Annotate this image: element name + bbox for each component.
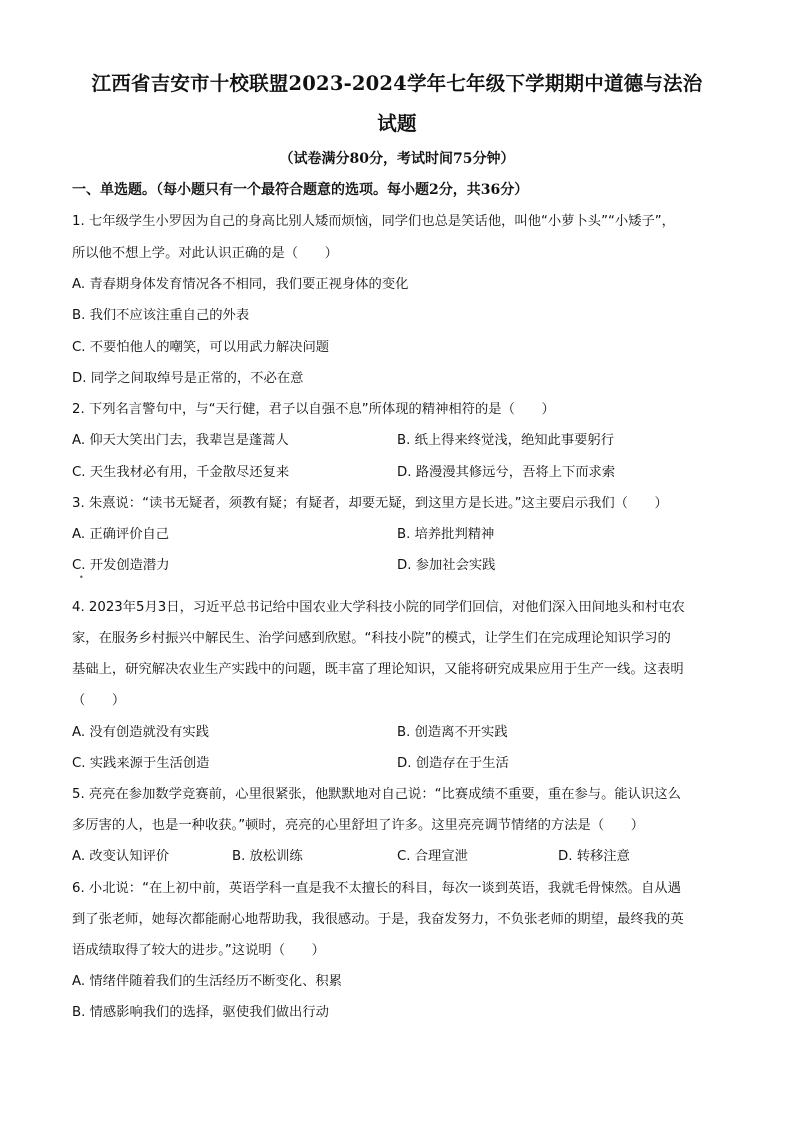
q4-stem-line1: 4. 2023年5月3日，习近平总书记给中国农业大学科技小院的同学们回信，对他们深入田间地头和村屯农: [72, 600, 685, 615]
exam-title-line1: 江西省吉安市十校联盟2023-2024学年七年级下学期期中道德与法治: [91, 72, 703, 95]
q4-option-b: B. 创造离不开实践: [397, 725, 508, 740]
q5-option-b: B. 放松训练: [232, 849, 303, 864]
q3-option-c: C. 开发创造潜力: [72, 558, 170, 573]
q1-option-a: A. 青春期身体发育情况各不相同，我们要正视身体的变化: [72, 277, 409, 292]
q4-option-c: C. 实践来源于生活创造: [72, 756, 210, 771]
q1-stem-line2: 所以他不想上学。对此认识正确的是（ ）: [72, 246, 338, 261]
q6-stem-line1: 6. 小北说：“在上初中前，英语学科一直是我不太擅长的科目，每次一谈到英语，我就毛骨悚然。自从遇: [72, 881, 681, 896]
q1-option-c: C. 不要怕他人的嘲笑，可以用武力解决问题: [72, 340, 330, 355]
section-heading-single-choice: 一、单选题。（每小题只有一个最符合题意的选项。每小题2分，共36分）: [72, 182, 529, 198]
exam-subtitle: （试卷满分80分，考试时间75分钟）: [279, 151, 515, 167]
q5-option-d: D. 转移注意: [558, 849, 630, 864]
q6-stem-line3: 语成绩取得了较大的进步。”这说明（ ）: [72, 943, 325, 958]
q1-option-d: D. 同学之间取绰号是正常的，不必在意: [72, 371, 304, 386]
q6-option-a: A. 情绪伴随着我们的生活经历不断变化、积累: [72, 974, 342, 989]
stray-dot-mark: •: [79, 573, 84, 582]
q6-stem-line2: 到了张老师，她每次都能耐心地帮助我，我很感动。于是，我奋发努力，不负张老师的期望，最终我的英: [72, 912, 684, 927]
q3-stem: 3. 朱熹说：“读书无疑者，须教有疑；有疑者，却要无疑，到这里方是长进。”这主要启示我们（ ）: [72, 496, 668, 511]
q4-stem-line2: 家，在服务乡村振兴中解民生、治学问感到欣慰。“科技小院”的模式，让学生们在完成理论知识学习的: [72, 631, 671, 646]
q3-option-d: D. 参加社会实践: [397, 558, 496, 573]
q5-option-a: A. 改变认知评价: [72, 849, 170, 864]
q1-stem-line1: 1. 七年级学生小罗因为自己的身高比别人矮而烦恼，同学们也总是笑话他，叫他“小萝卜头”“小矮子”，: [72, 214, 675, 229]
q6-option-b: B. 情感影响我们的选择，驱使我们做出行动: [72, 1005, 329, 1020]
q2-option-b: B. 纸上得来终觉浅，绝知此事要躬行: [397, 433, 615, 448]
q5-stem-line1: 5. 亮亮在参加数学竞赛前，心里很紧张，他默默地对自己说：“比赛成绩不重要，重在参与。能认识这么: [72, 787, 681, 802]
exam-title-line2: 试题: [377, 112, 417, 135]
q3-option-b: B. 培养批判精神: [397, 527, 495, 542]
q2-option-d: D. 路漫漫其修远兮，吾将上下而求索: [397, 465, 616, 480]
q4-option-a: A. 没有创造就没有实践: [72, 725, 209, 740]
q1-option-b: B. 我们不应该注重自己的外表: [72, 308, 250, 323]
q2-stem: 2. 下列名言警句中，与“天行健，君子以自强不息”所体现的精神相符的是（ ）: [72, 402, 555, 417]
q3-option-a: A. 正确评价自己: [72, 527, 170, 542]
q5-option-c: C. 合理宣泄: [397, 849, 468, 864]
q2-option-a: A. 仰天大笑出门去，我辈岂是蓬蒿人: [72, 433, 289, 448]
q4-stem-line4: （ ）: [72, 693, 126, 708]
q4-option-d: D. 创造存在于生活: [397, 756, 509, 771]
q5-stem-line2: 多厉害的人，也是一种收获。”顿时，亮亮的心里舒坦了许多。这里亮亮调节情绪的方法是（ ）: [72, 818, 645, 833]
q4-stem-line3: 基础上，研究解决农业生产实践中的问题，既丰富了理论知识，又能将研究成果应用于生产一线。这表明: [72, 662, 684, 677]
q2-option-c: C. 天生我材必有用，千金散尽还复来: [72, 465, 290, 480]
